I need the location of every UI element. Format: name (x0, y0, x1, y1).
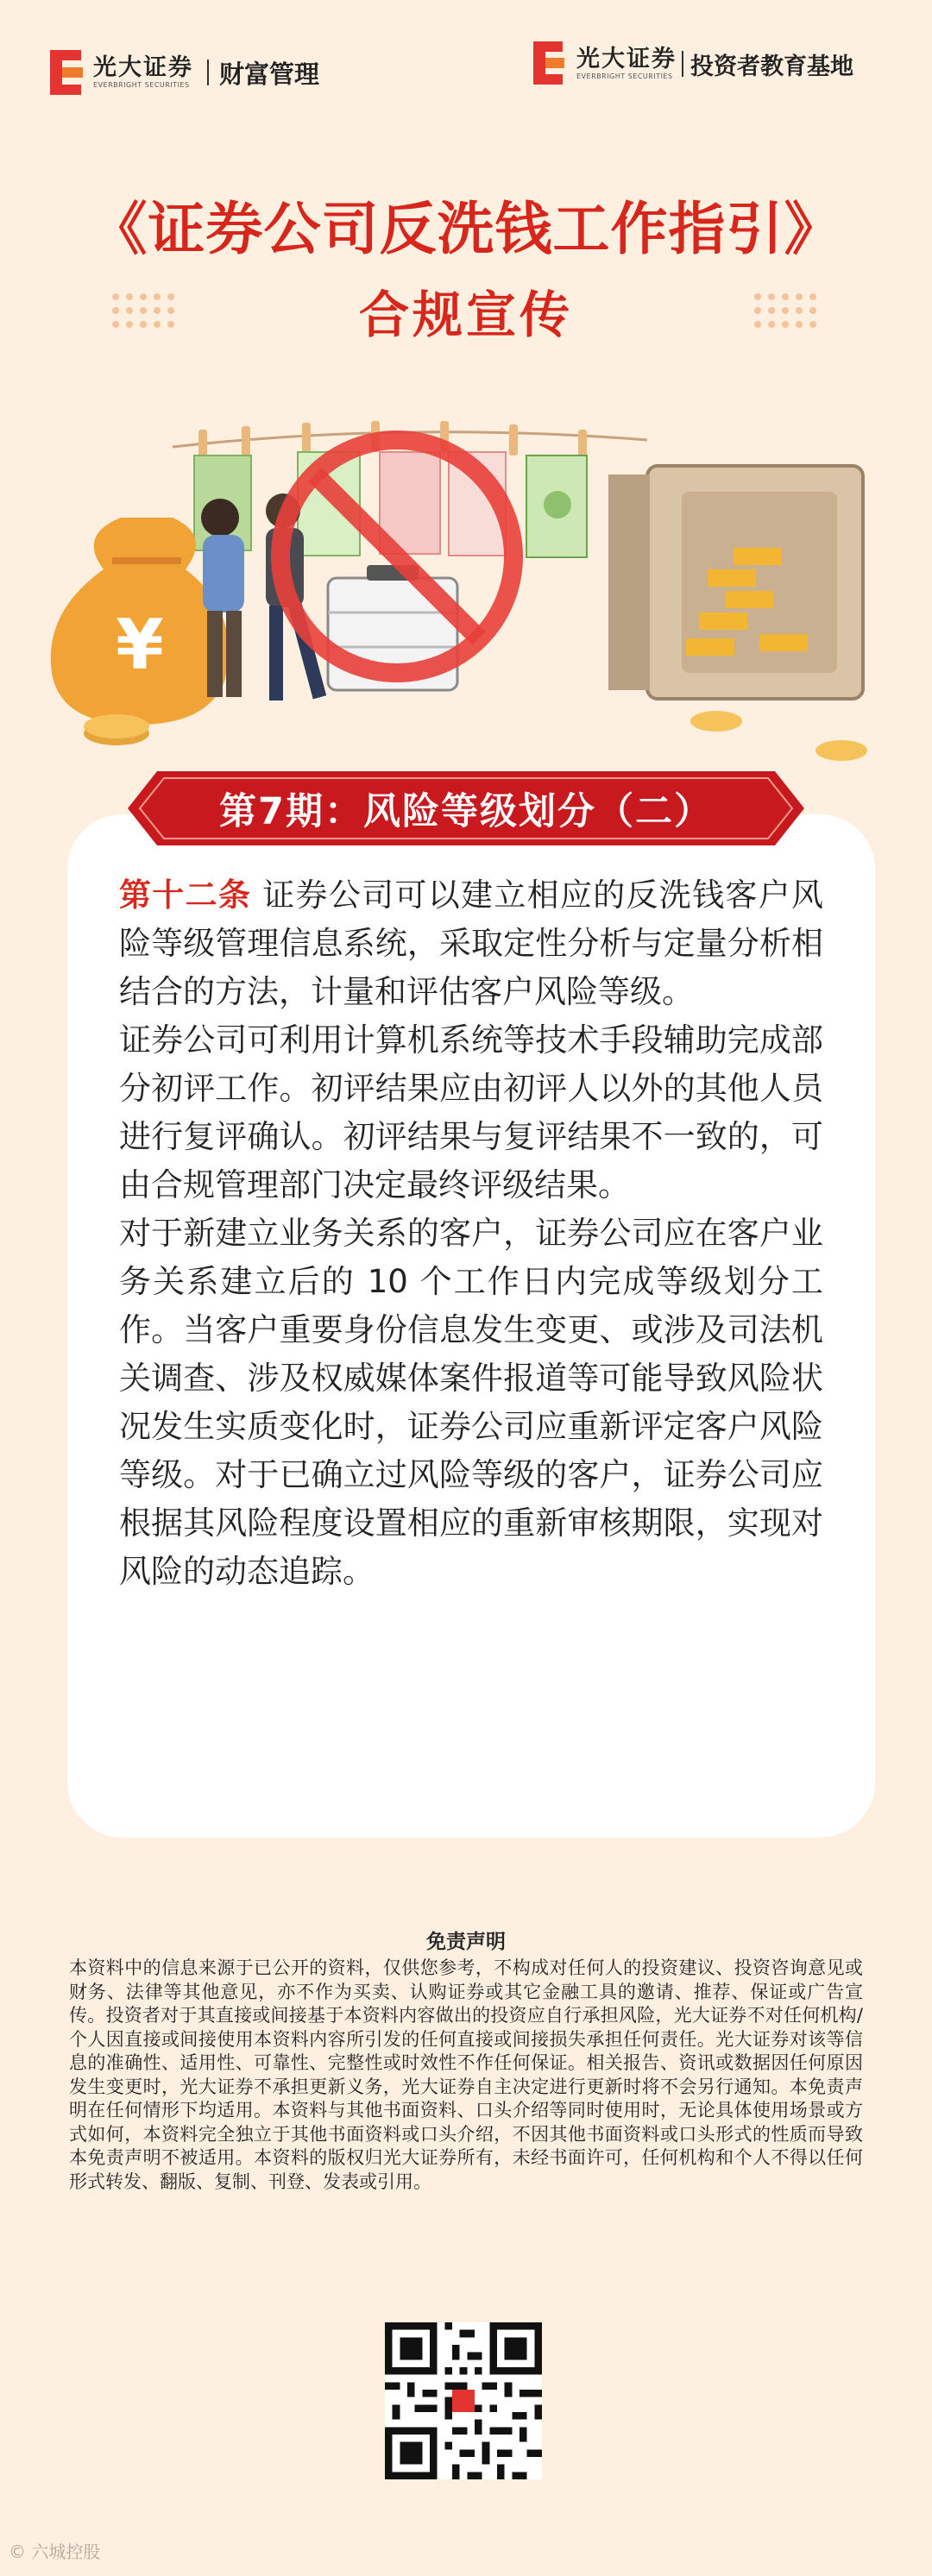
decorative-dots-right (754, 293, 832, 335)
disclaimer-text: 本资料中的信息来源于已公开的资料，仅供您参考，不构成对任何人的投资建议、投资咨询意见或财务、法律等其他意见，亦不作为买卖、认购证券或其它金融工具的邀请、推荐、保证或广告宣传。投资者对于其直接或间接基于本资料内容做出的投资应自行承担风险，光大证券不对任何机构/个人因直接或间接使用本资料内容所引发的任何直接或间接损失承担任何责任。光大证券对该等信息的准确性、适用性、可靠性、完整性或时效性不作任何保证。相关报告、资讯或数据因任何原因发生变更时，光大证券不承担更新义务，光大证券自主决定进行更新时将不会另行通知。本免责声明在任何情形下均适用。本资料与其他书面资料、口头介绍等同时使用时，无论具体使用场景或方式如何，本资料完全独立于其他书面资料或口头介绍，不因其他书面资料或口头形式的性质而导致本免责声明不被适用。本资料的版权归光大证券所有，未经书面许可，任何机构和个人不得以任何形式转发、翻版、复制、刊登、发表或引用。 (69, 1957, 863, 2192)
disclaimer-title: 免责声明 (426, 1931, 506, 1953)
watermark: © 六城控股 (9, 2541, 101, 2562)
investor-education-label: 投资者教育基地 (690, 53, 853, 80)
divider (682, 51, 683, 77)
article-paragraph-2: 证券公司可利用计算机系统等技术手段辅助完成部分初评工作。初评结果应由初评人以外的其他人员进行复评确认。初评结果与复评结果不一致的，可由合规管理部门决定最终评级结果。 (119, 1021, 823, 1203)
brand-name: 光大证券 (576, 46, 677, 72)
everbright-wealth-brand (50, 50, 319, 95)
anti-money-laundering-illustration (43, 414, 889, 785)
article-paragraph-1: 证券公司可以建立相应的反洗钱客户风险等级管理信息系统，采取定性分析与定量分析相结合的方法，计量和评估客户风险等级。 (119, 876, 823, 1010)
article-text (119, 871, 823, 1596)
article-number: 第十二条 (119, 876, 252, 914)
coin-symbol: ¥ (116, 605, 164, 685)
wealth-management-label: 财富管理 (219, 59, 320, 89)
brand-name: 光大证券 (93, 54, 193, 81)
issue-ribbon (128, 771, 804, 845)
everbright-logo-icon (50, 50, 83, 95)
investor-education-brand (533, 41, 853, 86)
everbright-logo-icon (533, 41, 566, 86)
article-paragraph-3: 对于新建立业务关系的客户，证券公司应在客户业务关系建立后的 10 个工作日内完成等级划分工作。当客户重要身份信息发生变更、或涉及司法机关调查、涉及权威媒体案件报道等可能导致风险状况发生实质变化时，证券公司应重新评定客户风险等级。对于已确立过风险等级的客户，证券公司应根据其风险程度设置相应的重新审核期限，实现对风险的动态追踪。 (119, 1215, 823, 1590)
header (0, 41, 932, 110)
divider (207, 60, 209, 85)
page-title: 《证券公司反洗钱工作指引》 (90, 196, 842, 262)
page-subtitle: 合规宣传 (358, 286, 573, 344)
qr-code[interactable] (385, 2322, 542, 2479)
brand-name-en: EVERBRIGHT SECURITIES (93, 81, 190, 89)
issue-title: 第7期：风险等级划分（二） (219, 789, 713, 833)
article-paragraph (119, 871, 823, 1016)
brand-name-en: EVERBRIGHT SECURITIES (576, 72, 673, 80)
